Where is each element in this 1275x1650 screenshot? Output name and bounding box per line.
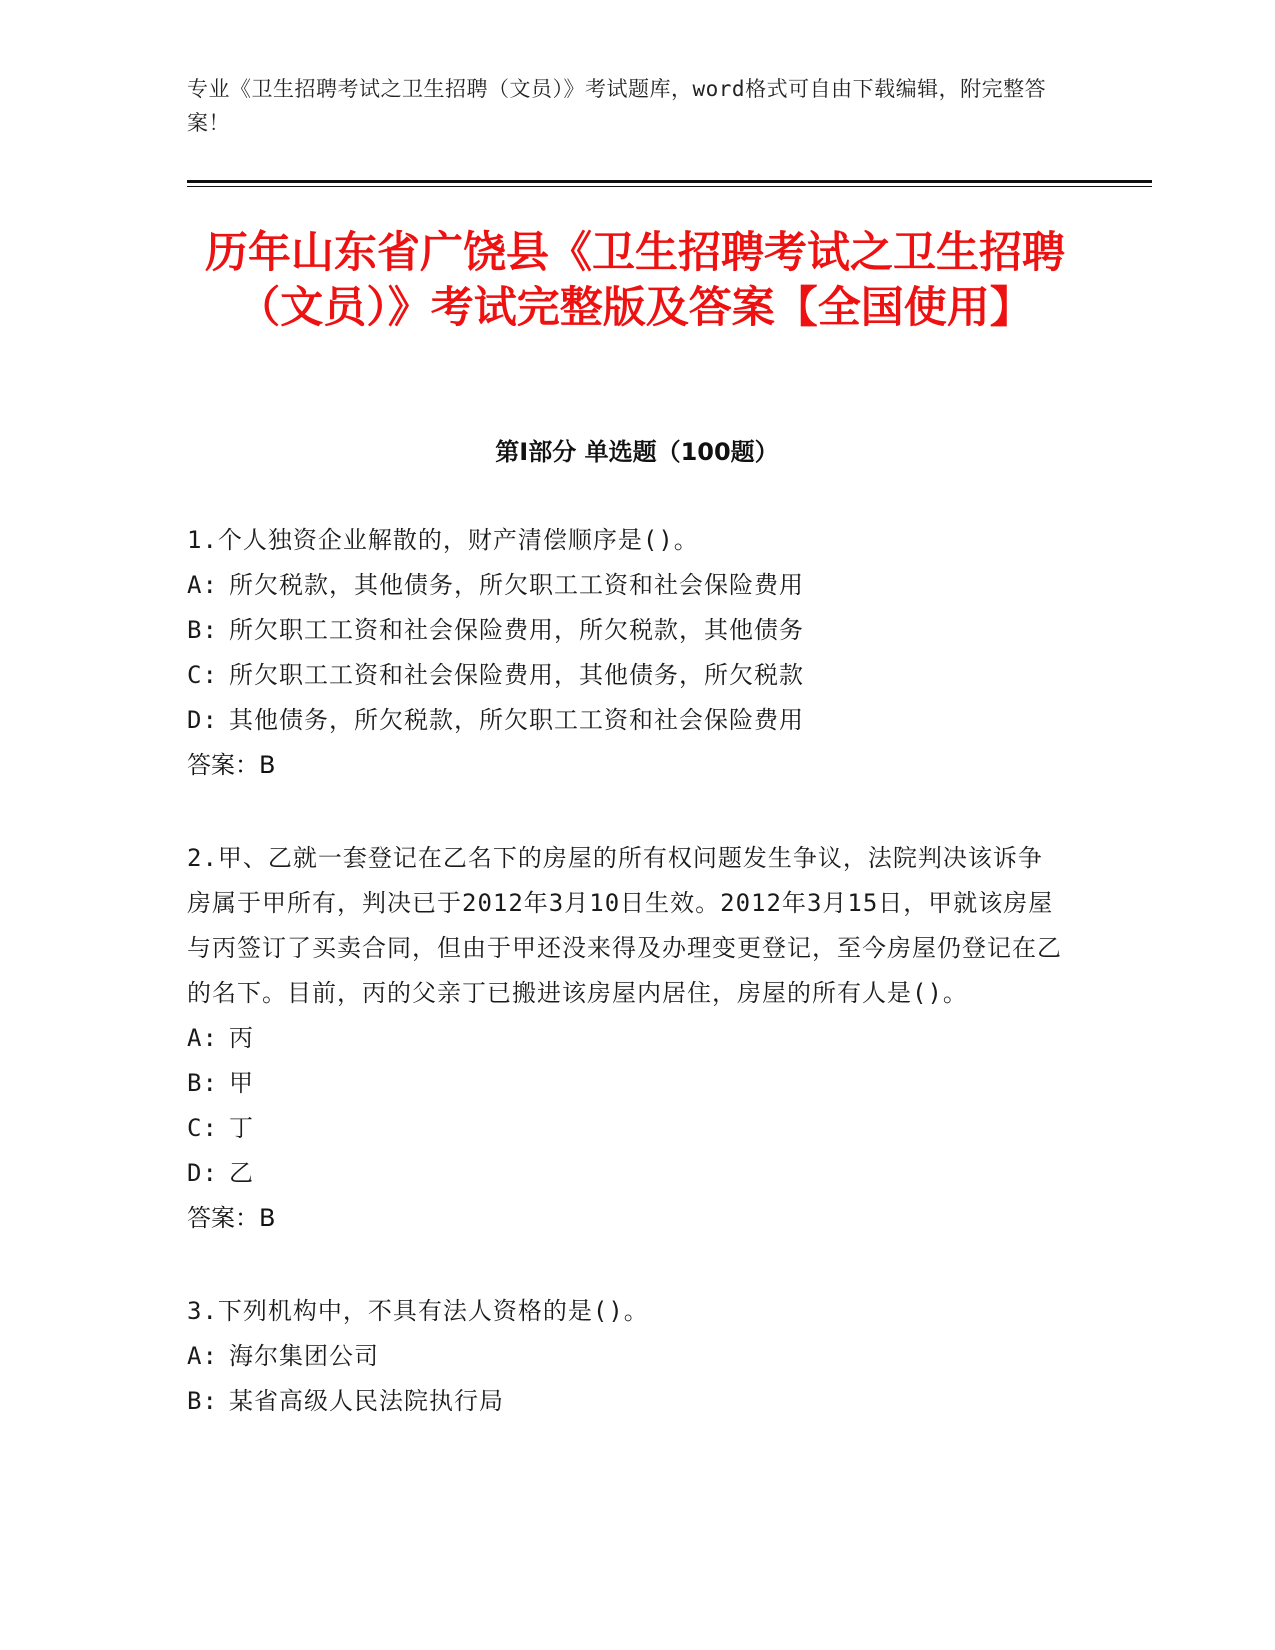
option-letter: D: [187, 706, 218, 734]
option-text: 所欠职工工资和社会保险费用，其他债务，所欠税款 [229, 661, 804, 689]
option-b [187, 1061, 1067, 1106]
question-3 [187, 1289, 1067, 1424]
answer: 答案：B [187, 1204, 276, 1232]
question-2 [187, 836, 1067, 1241]
option-text: 乙 [229, 1159, 254, 1187]
question-list [187, 518, 1067, 1472]
header-note: 专业《卫生招聘考试之卫生招聘（文员）》考试题库，word格式可自由下载编辑，附完整答案！ [187, 77, 1047, 135]
option-a [187, 1016, 1067, 1061]
option-letter: D: [187, 1159, 218, 1187]
option-text: 所欠税款，其他债务，所欠职工工资和社会保险费用 [229, 571, 804, 599]
question-stem: 1.个人独资企业解散的，财产清偿顺序是()。 [187, 526, 699, 554]
option-letter: A: [187, 571, 218, 599]
option-text: 其他债务，所欠税款，所欠职工工资和社会保险费用 [229, 706, 804, 734]
section-title: 第Ⅰ部分 单选题（100题） [495, 438, 779, 466]
option-text: 某省高级人民法院执行局 [229, 1387, 504, 1415]
answer: 答案：B [187, 751, 276, 779]
option-letter: C: [187, 1114, 218, 1142]
document-title: 历年山东省广饶县《卫生招聘考试之卫生招聘（文员）》考试完整版及答案【全国使用】 [205, 228, 1065, 333]
option-letter: B: [187, 1387, 218, 1415]
option-c [187, 1106, 1067, 1151]
option-letter: B: [187, 1069, 218, 1097]
option-letter: C: [187, 661, 218, 689]
option-b [187, 608, 1067, 653]
header-rule-thick [187, 180, 1152, 183]
option-text: 甲 [229, 1069, 254, 1097]
option-a [187, 1334, 1067, 1379]
option-text: 所欠职工工资和社会保险费用，所欠税款，其他债务 [229, 616, 804, 644]
option-a [187, 563, 1067, 608]
option-letter: A: [187, 1024, 218, 1052]
question-1 [187, 518, 1067, 788]
option-text: 海尔集团公司 [229, 1342, 379, 1370]
option-text: 丁 [229, 1114, 254, 1142]
option-b [187, 1379, 1067, 1424]
option-text: 丙 [229, 1024, 254, 1052]
question-stem: 3.下列机构中，不具有法人资格的是()。 [187, 1297, 649, 1325]
option-letter: B: [187, 616, 218, 644]
option-d [187, 1151, 1067, 1196]
option-letter: A: [187, 1342, 218, 1370]
option-d [187, 698, 1067, 743]
header-rule-thin [187, 186, 1152, 187]
option-c [187, 653, 1067, 698]
question-stem: 2.甲、乙就一套登记在乙名下的房屋的所有权问题发生争议，法院判决该诉争房属于甲所有，判决已于2012年3月10日生效。2012年3月15日，甲就该房屋与丙签订了买卖合同，但由于甲还没来得及办理变更登记，至今房屋仍登记在乙的名下。目前，丙的父亲丁已搬进该房屋内居住，房屋的所有人是()。 [187, 844, 1062, 1007]
